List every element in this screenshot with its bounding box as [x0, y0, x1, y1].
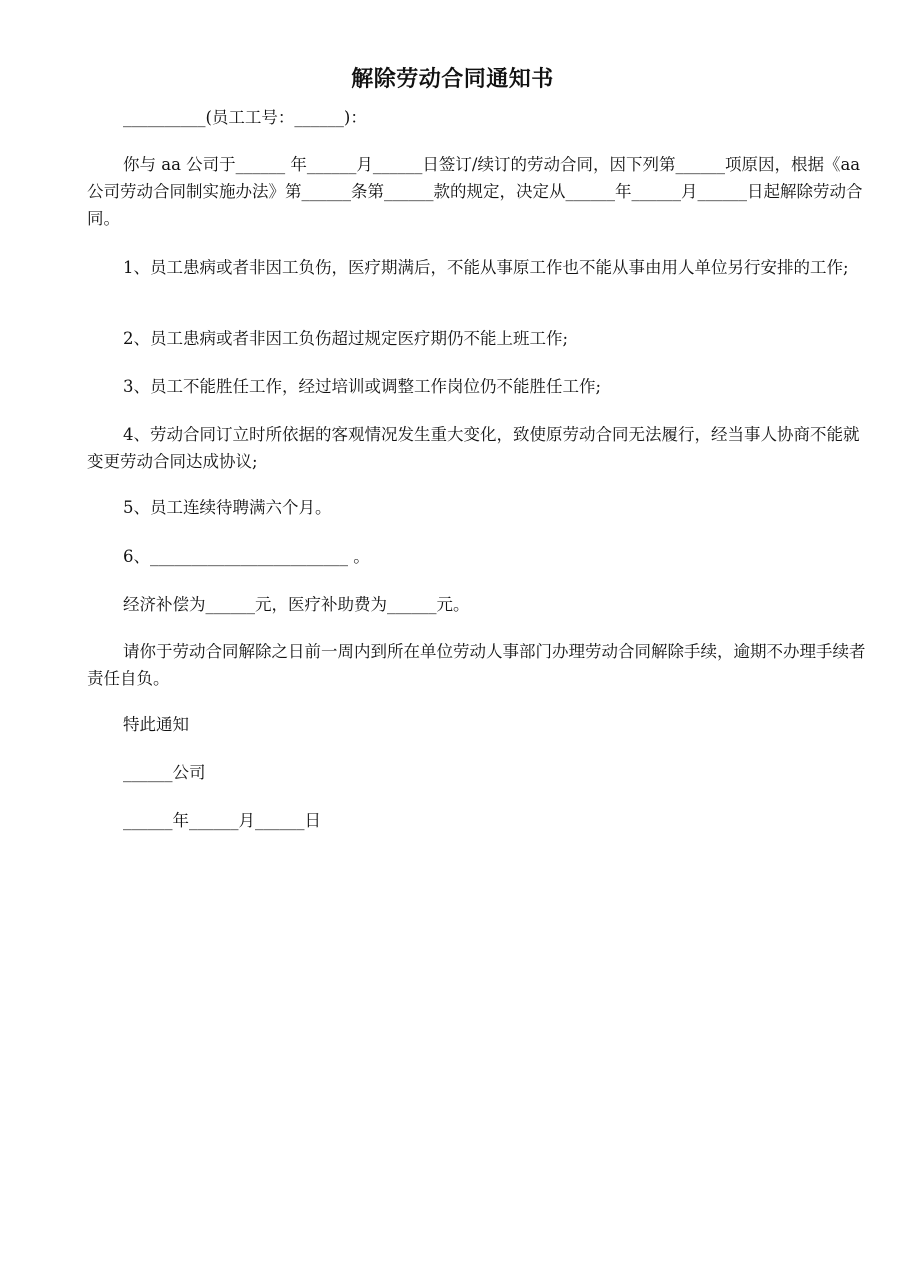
employee-line: __________(员工工号：______)：	[123, 108, 367, 127]
compensation-paragraph: 经济补偿为______元，医疗补助费为______元。	[123, 595, 470, 614]
closing-text: 特此通知	[123, 715, 189, 734]
reason-item-3: 3、员工不能胜任工作，经过培训或调整工作岗位仍不能胜任工作;	[123, 377, 602, 396]
reason-item-2: 2、员工患病或者非因工负伤超过规定医疗期仍不能上班工作;	[123, 329, 569, 348]
reason-item-6: 6、________________________ 。	[123, 547, 370, 566]
date-signature: ______年______月______日	[123, 811, 321, 830]
reason-item-4: 4、劳动合同订立时所依据的客观情况发生重大变化，致使原劳动合同无法履行，经当事人协商不能就变更劳动合同达成协议;	[87, 425, 860, 471]
intro-paragraph: 你与 aa 公司于______ 年______月______日签订/续订的劳动合同，因下列第______项原因，根据《aa 公司劳动合同制实施办法》第______条第______款的规定，决定从______年______月______日起解除劳动合同。	[87, 155, 863, 228]
reason-item-1: 1、员工患病或者非因工负伤，医疗期满后，不能从事原工作也不能从事由用人单位另行安排的工作;	[123, 258, 849, 277]
company-signature: ______公司	[123, 763, 206, 782]
procedure-paragraph: 请你于劳动合同解除之日前一周内到所在单位劳动人事部门办理劳动合同解除手续，逾期不办理手续者责任自负。	[87, 642, 866, 688]
document-title: 解除劳动合同通知书	[351, 66, 554, 92]
reason-item-5: 5、员工连续待聘满六个月。	[123, 498, 332, 517]
